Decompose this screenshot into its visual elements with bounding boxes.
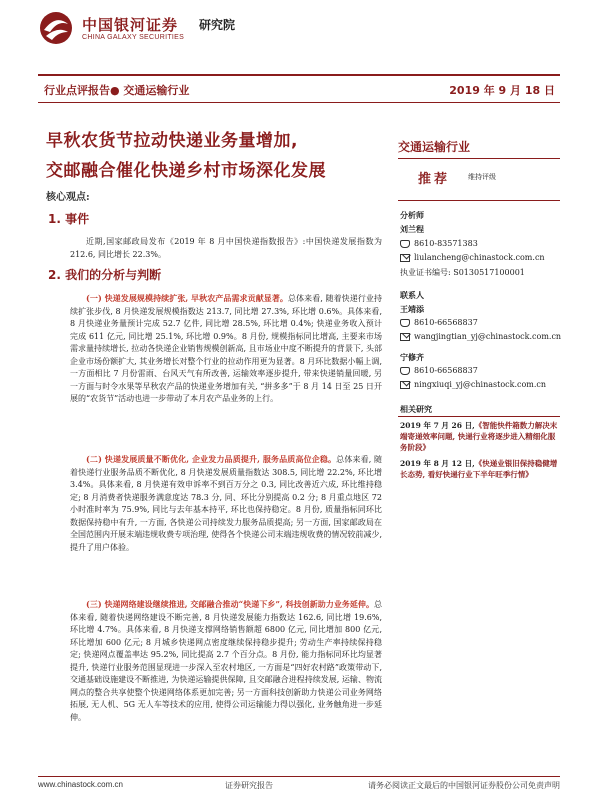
- report-type: 行业点评报告● 交通运输行业: [44, 84, 190, 97]
- sidebar-divider: [398, 158, 560, 159]
- paragraph-3-highlight: (三) 快递网络建设继续推进, 交邮融合推动“快递下乡”, 科技创新助力业务延伸。: [86, 599, 374, 609]
- logo-chinese-name: 中国银河证券: [82, 16, 179, 34]
- header-divider: [38, 74, 560, 76]
- report-date: 2019 年 9 月 18 日: [449, 84, 555, 97]
- contact-1-name: 王靖添: [400, 304, 424, 314]
- analyst-email-row: [400, 253, 545, 262]
- analyst-phone: 8610-83571383: [414, 239, 478, 248]
- related-research-2[interactable]: [400, 458, 560, 480]
- paragraph-1-text: 总体来看, 随着快递行业持续扩张步伐, 8 月快递发展规模指数达 213.7, 同比增 27.3%, 环比增 0.6%。具体来看, 8 月快递业务量预计完成 52.7 亿件, 同比增 28.5%, 环比增 0.4%; 快递业务收入预计完成 611 亿元, 同比增 25.1%, 环比增 0.9%。8 月份, 规模指标同比增高, 主要来市场需求量持续增长, 拉动各快递企业销售规模创新高, 且市场业中度不断提升的背景下, 头部企业市场份额扩大, 其业务增长对整个行业的拉动作用更为显著。8 月环比数据小幅上调, 一方面相比 7 月份雷雨、台风天气有所改善, 运输效率逐步提升, 带来快递销量回暖, 另一方面与时令水果等早秋农产品的快递业务增加有关, “拼多多”于 8 月 14 日至 25 日开展的“农货节”活动也进一步带动了本月农产品业务的上行。: [70, 294, 382, 403]
- section-event-body: 近期,国家邮政局发布《2019 年 8 月中国快递指数报告》:中国快递发展指数为 212.6, 同比增长 22.3%。: [70, 237, 382, 259]
- related-1-date: 2019 年 7 月 26 日,: [400, 421, 475, 430]
- header-divider-bottom: [38, 102, 560, 103]
- rating-subtext: 维持评级: [468, 173, 496, 181]
- paragraph-3-text: 总体来看, 随着快递网络建设不断完善, 8 月快递发展能力指数达 162.6, 同比增 19.6%, 环比增 4.7%。具体来看, 8 月快递支撑网络销售额超 6800 亿元, 同比增加 800 亿元, 环比增加 600 亿元; 8 月城乡快递网点密度继续保持稳步提升; 劳动生产率持续保持稳定; 快递网点覆盖率达 95.2%, 同比提高 2.7 个百分点。8 月份, 能力指标同环比均显著提升, 快递行业服务范围显现进一步深入至农村地区, 一方面是“四好农村路”政策带动下, 交通基础设施建设不断推进, 为快递运输提供保障, 且交邮融合进程持续发展, 运输、物流网点的整合共享使整个快递网络体系更加完善; 另一方面科技创新助力快递公司业务网络拓展, 无人机、5G 无人车等技术的应用, 使得公司运输能力得以强化, 业务触角进一步延伸。: [70, 600, 382, 722]
- company-logo: [38, 10, 268, 50]
- footer-website[interactable]: www.chinastock.com.cn: [38, 780, 123, 789]
- core-viewpoints-label: 核心观点:: [46, 192, 90, 203]
- analyst-email[interactable]: liulancheng@chinastock.com.cn: [414, 253, 545, 262]
- paragraph-2-text: 总体来看, 随着快递行业服务品质不断优化, 8 月快递发展质量指数达 308.5, 同比增 22.2%, 环比增 3.4%。具体来看, 8 月快递有效申诉率不到百万分之 0.3, 同比改善近六成, 环比维持稳定; 8 月消费者快递服务满意度达 78.3 分, 同、环比分别提高 0.2 分; 8 月重点地区 72 小时准时率为 75.9%, 同比与去年基本持平, 环比也保持稳定。8 月份, 质量指标同环比数据保持稳中有升, 一方面, 各快递公司持续发力服务品质提高; 另一方面, 国家邮政局在全国范围内开展末端违规收费专项治理, 使得各个快递公司末端违规收费的情况较前减少, 提升了用户体验。: [70, 455, 382, 552]
- contact-1-email[interactable]: wangjingtian_yj@chinastock.com.cn: [414, 332, 562, 341]
- related-2-title: 《快递业银旧保持稳健增长态势, 看好快递行业下半年旺季行情》: [400, 459, 558, 479]
- phone-icon: [400, 367, 410, 375]
- analysis-paragraph-3: [70, 598, 382, 773]
- galaxy-logo-icon: [38, 10, 74, 46]
- phone-icon: [400, 319, 410, 327]
- related-research-label: 相关研究: [400, 405, 432, 414]
- contact-2-phone: 8610-66568837: [414, 366, 478, 375]
- related-research-1[interactable]: [400, 420, 560, 453]
- contact-2-email-row: [400, 380, 546, 389]
- report-title-line2: 交邮融合催化快递乡村市场深化发展: [46, 161, 326, 181]
- logo-english-name: CHINA GALAXY SECURITIES: [82, 34, 185, 41]
- related-1-title: 《智能快件箱数力解决末端寄递效率问题, 快递行业将逐步进入精细化服务阶段》: [400, 421, 558, 452]
- report-title-line1: 早秋农货节拉动快递业务量增加,: [46, 131, 298, 151]
- footer-divider: [38, 776, 560, 777]
- email-icon: [400, 254, 410, 262]
- contact-label: 联系人: [400, 291, 424, 300]
- analyst-label: 分析师: [400, 211, 424, 220]
- contact-1-phone: 8610-66568837: [414, 318, 478, 327]
- email-icon: [400, 381, 410, 389]
- contact-1-email-row: [400, 332, 561, 341]
- footer-report-label: 证券研究报告: [225, 781, 273, 790]
- analyst-phone-row: [400, 239, 478, 248]
- related-2-date: 2019 年 8 月 12 日,: [400, 459, 475, 468]
- contact-2-phone-row: [400, 366, 478, 375]
- phone-icon: [400, 240, 410, 248]
- paragraph-1-highlight: (一) 快递发展规模持续扩张, 早秋农产品需求贡献显著。: [86, 293, 289, 303]
- section-event-heading: 1. 事件: [48, 212, 90, 226]
- sidebar-divider: [398, 416, 560, 417]
- paragraph-2-highlight: (二) 快递发展质量不断优化, 企业发力品质提升, 服务品质高位企稳。: [86, 454, 337, 464]
- email-icon: [400, 333, 410, 341]
- analysis-paragraph-2: [70, 453, 382, 591]
- analyst-name: 刘兰程: [400, 224, 424, 234]
- institute-label: 研究院: [199, 18, 236, 32]
- analysis-paragraph-1: [70, 292, 382, 447]
- rating-badge: 推荐: [418, 172, 451, 187]
- footer-disclaimer: 请务必阅读正文最后的中国银河证券股份公司免责声明: [368, 781, 560, 790]
- sidebar-industry: 交通运输行业: [398, 140, 471, 154]
- contact-1-phone-row: [400, 318, 478, 327]
- contact-2-name: 宁修齐: [400, 352, 424, 362]
- contact-2-email[interactable]: ningxiuqi_yj@chinastock.com.cn: [414, 380, 547, 389]
- sidebar-divider: [398, 200, 560, 201]
- section-analysis-heading: 2. 我们的分析与判断: [48, 268, 162, 282]
- analyst-certificate: 执业证书编号: S0130517100001: [400, 268, 525, 277]
